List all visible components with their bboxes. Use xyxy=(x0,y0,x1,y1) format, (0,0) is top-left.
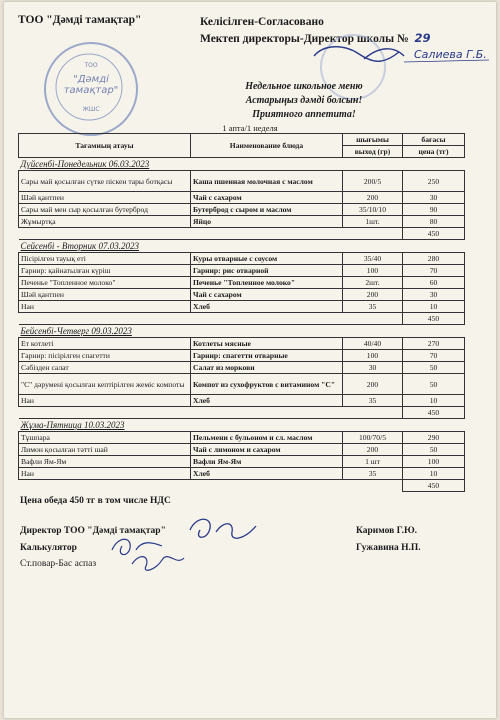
table-row xyxy=(19,171,465,192)
dish-kz: Гарнир: пісірілген спагетти xyxy=(19,350,191,362)
dish-kz: Нан xyxy=(19,468,191,480)
table-row xyxy=(19,374,465,395)
dish-price: 280 xyxy=(403,253,465,265)
dish-price: 30 xyxy=(403,289,465,301)
dish-ru: Хлеб xyxy=(191,301,343,313)
dish-ru: Чай с лимоном и сахаром xyxy=(191,444,343,456)
dish-ru: Компот из сухофруктов с витамином "С" xyxy=(191,374,343,395)
table-row xyxy=(19,444,465,456)
dish-kz: "С" дәрумені қосылған кептірілген жеміс компоты xyxy=(19,374,191,395)
calculator-name: Гужавина Н.П. xyxy=(356,543,421,553)
greeting-line-1: Недельное школьное меню xyxy=(245,81,363,92)
dish-yield: 200 xyxy=(343,192,403,204)
header-yield-bottom: выход (гр) xyxy=(343,146,403,158)
dish-ru: Гарнир: спагетти отварные xyxy=(191,350,343,362)
day-monday xyxy=(19,158,465,240)
dish-yield: 1шт. xyxy=(343,216,403,228)
table-row xyxy=(19,216,465,228)
day-total-row xyxy=(19,480,465,492)
header-price-top: бағасы xyxy=(403,134,465,146)
day-total-row xyxy=(19,407,465,419)
greeting-line-2: Астарыңыз дәмді болсын! xyxy=(245,95,363,106)
dish-price: 10 xyxy=(403,395,465,407)
dish-ru: Чай с сахаром xyxy=(191,192,343,204)
dish-yield: 35 xyxy=(343,395,403,407)
director-handwritten-name: Салиева Г.Б. xyxy=(414,48,487,61)
dish-yield: 30 xyxy=(343,362,403,374)
day-friday xyxy=(19,419,465,492)
table-row xyxy=(19,289,465,301)
dish-kz: Шәй қантпен xyxy=(19,289,191,301)
dish-yield: 35/40 xyxy=(343,253,403,265)
dish-price: 90 xyxy=(403,204,465,216)
lunch-price-note: Цена обеда 450 тг в том числе НДС xyxy=(20,496,171,506)
dish-kz: Ет котлеті xyxy=(19,338,191,350)
day-total: 450 xyxy=(403,228,465,240)
dish-price: 50 xyxy=(403,444,465,456)
dish-kz: Вафли Ям-Ям xyxy=(19,456,191,468)
dish-price: 100 xyxy=(403,456,465,468)
dish-yield: 35 xyxy=(343,301,403,313)
dish-yield: 40/40 xyxy=(343,338,403,350)
dish-kz: Печенье "Топленное молоко" xyxy=(19,277,191,289)
table-row xyxy=(19,395,465,407)
dish-kz: Лимон қосылған тәтті шай xyxy=(19,444,191,456)
day-total: 450 xyxy=(403,480,465,492)
day-title: Сейсенбі - Вторник 07.03.2023 xyxy=(19,240,465,253)
dish-yield: 2шт. xyxy=(343,277,403,289)
dish-yield: 200 xyxy=(343,374,403,395)
dish-yield: 100/70/5 xyxy=(343,432,403,444)
stamp-bottom-text: ЖШС xyxy=(82,106,100,113)
approval-title: Келісілген-Согласовано xyxy=(200,16,324,28)
dish-price: 50 xyxy=(403,362,465,374)
table-row xyxy=(19,301,465,313)
company-stamp xyxy=(44,42,138,136)
director-ltd-signature xyxy=(182,510,262,550)
table-row xyxy=(19,432,465,444)
header-price-bottom: цена (тг) xyxy=(403,146,465,158)
approval-director-label: Мектеп директоры-Директор школы № xyxy=(200,33,409,45)
cook-role: Ст.повар-Бас аспаз xyxy=(20,559,97,569)
dish-price: 50 xyxy=(403,374,465,395)
dish-price: 80 xyxy=(403,216,465,228)
dish-ru: Хлеб xyxy=(191,395,343,407)
dish-kz: Сары май қосылған сүтке піскен тары ботқасы xyxy=(19,171,191,192)
dish-ru: Бутерброд с сыром и маслом xyxy=(191,204,343,216)
dish-ru: Чай с сахаром xyxy=(191,289,343,301)
dish-price: 70 xyxy=(403,265,465,277)
day-title: Жұма-Пятница 10.03.2023 xyxy=(19,419,465,432)
greeting-block xyxy=(204,80,404,122)
table-row xyxy=(19,192,465,204)
dish-kz: Нан xyxy=(19,395,191,407)
day-title: Бейсенбі-Четверг 09.03.2023 xyxy=(19,325,465,338)
table-row xyxy=(19,456,465,468)
menu-document xyxy=(4,2,496,718)
dish-ru: Хлеб xyxy=(191,468,343,480)
dish-price: 70 xyxy=(403,350,465,362)
table-row xyxy=(19,468,465,480)
dish-price: 10 xyxy=(403,468,465,480)
dish-yield: 35 xyxy=(343,468,403,480)
dish-kz: Жұмыртқа xyxy=(19,216,191,228)
dish-kz: Сәбізден салат xyxy=(19,362,191,374)
table-row xyxy=(19,350,465,362)
day-tuesday xyxy=(19,240,465,325)
dish-yield: 100 xyxy=(343,350,403,362)
director-name: Каримов Г.Ю. xyxy=(356,526,418,536)
table-row xyxy=(19,277,465,289)
table-row xyxy=(19,253,465,265)
dish-price: 250 xyxy=(403,171,465,192)
header-russian: Наименование блюда xyxy=(191,134,343,158)
calculator-role: Калькулятор xyxy=(20,543,77,553)
dish-kz: Нан xyxy=(19,301,191,313)
cook-signature xyxy=(128,550,188,576)
day-total: 450 xyxy=(403,313,465,325)
dish-ru: Котлеты мясные xyxy=(191,338,343,350)
dish-ru: Яйцо xyxy=(191,216,343,228)
dish-ru: Печенье "Топленное молоко" xyxy=(191,277,343,289)
school-number: 29 xyxy=(414,31,431,45)
dish-kz: Гарнир: қайнатылған күріш xyxy=(19,265,191,277)
stamp-top-text: ТОО xyxy=(84,62,98,69)
dish-yield: 200 xyxy=(343,444,403,456)
dish-ru: Вафли Ям-Ям xyxy=(191,456,343,468)
dish-yield: 200 xyxy=(343,289,403,301)
dish-yield: 200/5 xyxy=(343,171,403,192)
table-row xyxy=(19,204,465,216)
dish-ru: Каша пшенная молочная с маслом xyxy=(191,171,343,192)
dish-price: 30 xyxy=(403,192,465,204)
day-total-row xyxy=(19,313,465,325)
table-row xyxy=(19,362,465,374)
dish-yield: 100 xyxy=(343,265,403,277)
dish-price: 270 xyxy=(403,338,465,350)
dish-yield: 35/10/10 xyxy=(343,204,403,216)
dish-yield: 1 шт xyxy=(343,456,403,468)
table-row xyxy=(19,338,465,350)
stamp-company-text: "Дәмді тамақтар" xyxy=(63,74,119,96)
director-role: Директор ТОО "Дәмді тамақтар" xyxy=(20,526,166,536)
dish-kz: Пісірілген тауық еті xyxy=(19,253,191,265)
table-header-row xyxy=(19,134,465,146)
dish-kz: Шәй қантпен xyxy=(19,192,191,204)
day-title: Дүйсенбі-Понедельник 06.03.2023 xyxy=(19,158,465,171)
dish-kz: Сары май мен сыр қосылған бутерброд xyxy=(19,204,191,216)
dish-ru: Куры отварные с соусом xyxy=(191,253,343,265)
header-yield-top: шығымы xyxy=(343,134,403,146)
dish-ru: Гарнир: рис отварной xyxy=(191,265,343,277)
dish-price: 290 xyxy=(403,432,465,444)
table-row xyxy=(19,265,465,277)
dish-ru: Пельмени с бульоном и сл. маслом xyxy=(191,432,343,444)
dish-price: 60 xyxy=(403,277,465,289)
dish-price: 10 xyxy=(403,301,465,313)
greeting-line-3: Приятного аппетита! xyxy=(252,109,356,120)
dish-ru: Салат из моркови xyxy=(191,362,343,374)
company-name: ТОО "Дәмді тамақтар" xyxy=(18,14,142,26)
director-signature xyxy=(304,34,494,74)
day-thursday xyxy=(19,325,465,419)
day-total-row xyxy=(19,228,465,240)
day-total: 450 xyxy=(403,407,465,419)
menu-table xyxy=(18,133,465,492)
dish-kz: Тұшпара xyxy=(19,432,191,444)
week-label: 1 апта/1 неделя xyxy=(222,123,278,133)
header-kazakh: Тағамның атауы xyxy=(19,134,191,158)
